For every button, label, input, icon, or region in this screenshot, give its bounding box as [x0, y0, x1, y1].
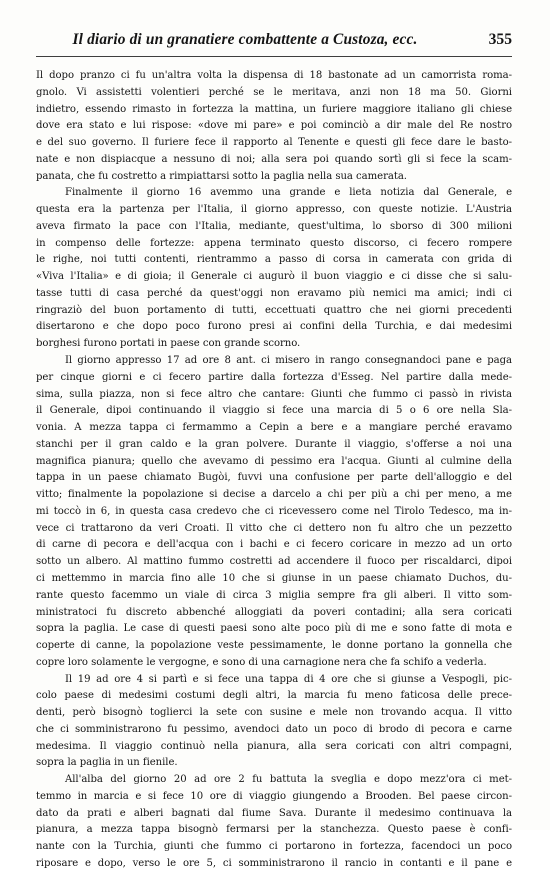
paragraph-first-line: Il giorno appresso 17 ad ore 8 ant. ci misero in rango consegnandoci pane e paga	[65, 355, 512, 367]
paragraph-first-line: Finalmente il giorno 16 avemmo una grande e lieta notizia dal Generale, e	[65, 187, 512, 199]
text-line: sotto un albero. Al mattino fummo costretti ad accendere il fuoco per riscaldarci, dipoi	[36, 556, 512, 568]
running-head	[36, 30, 512, 54]
running-title: Il diario di un granatiere combattente a Custoza, ecc.	[72, 31, 418, 48]
text-line: ci mettemmo in marcia fino alle 10 che si giunse in un paese chiamato Duchos, du-	[36, 572, 512, 584]
text-line: indietro, essendo rimasto in fortezza la mattina, un furiere maggiore italiano gli chiese	[36, 103, 512, 115]
text-line: vitto; finalmente la popolazione si decise a darcelo a chi per più a chi per meno, a me	[36, 489, 512, 501]
text-line: mi toccò in 6, in questa casa credevo che ci ricevessero come nel Tirolo Tedesco, ma in-	[36, 505, 512, 517]
text-line: vonia. A mezza tappa ci fermammo a Cepin a bere e a mangiare perché eravamo	[36, 422, 512, 434]
text-line: medesima. Il viaggio continuò nella pianura, alla sera coricati con altri compagni,	[36, 740, 512, 752]
text-line: e del suo governo. Il furiere fece il rapporto al Tenente e questi gli fece dare le basto-	[36, 137, 512, 149]
text-line: di carne di pecora e dell'acqua con i bachi e ci fecero coricare in mezzo ad un orto	[36, 539, 512, 551]
text-line: nante con la Turchia, giunti che fummo ci portarono in fortezza, facendoci un poco	[36, 841, 512, 853]
text-line: aveva firmato la pace con l'Italia, mediante, quest'ultima, lo sborso di 300 milioni	[36, 220, 512, 232]
paragraph-first-line: All'alba del giorno 20 ad ore 2 fu battuta la sveglia e dopo mezz'ora ci met-	[65, 774, 512, 786]
text-line: magnifica pianura; quello che avevamo di pessimo era l'acqua. Giunti al culmine della	[36, 455, 512, 467]
text-line: copre loro solamente le vergogne, e sono di una carnagione nera che fa schifo a vederla.	[36, 656, 487, 668]
text-line: in compenso delle fortezze: appena terminato questo discorso, ci fecero rompere	[36, 237, 512, 249]
text-line: questa era la partenza per l'Italia, il giorno appresso, con queste notizie. L'Austria	[36, 204, 512, 216]
text-line: pianura, a mezza tappa bisognò fermarsi per la stanchezza. Questo paese è confi-	[36, 824, 512, 836]
text-line: tasse tutti di casa perché da quest'oggi non eravamo più nemici ma amici; indi ci	[36, 287, 512, 299]
text-line: borghesi furono portati in paese con grande scorno.	[36, 338, 301, 350]
text-line: ringraziò del buon portamento di tutti, eccettuati quattro che nei giorni precedenti	[36, 304, 512, 316]
text-line: temmo in marcia e si fece 10 ore di viaggio giungendo a Brooden. Bel paese circon-	[36, 790, 512, 802]
text-line: panata, che fu costretto a rimpiattarsi sotto la paglia nella sua camerata.	[36, 170, 407, 182]
text-line: sopra la paglia in un fienile.	[36, 757, 178, 769]
text-line: gnolo. Vi assistetti volentieri perché se le meritava, anzi non 18 ma 50. Giorni	[36, 86, 512, 98]
text-line: coperte di canne, la popolazione veste pessimamente, le donne portano la gonnella che	[36, 640, 512, 652]
text-line: denti, però bisognò toglierci la sete con susine e mele non trovando acqua. Il vitto	[36, 707, 512, 719]
text-line: dato da prati e alberi bagnati dal fiume Sava. Durante il medesimo continuava la	[36, 807, 512, 819]
text-line: colo paese di medesimi costumi degli altri, la marcia fu meno faticosa delle prece-	[36, 690, 512, 702]
text-line: riposare e dopo, verso le ore 5, ci somministrarono il rancio in contanti e il pane e	[36, 857, 512, 869]
header-rule	[36, 56, 512, 57]
text-line: «Viva l'Italia» e di gioia; il Generale ci augurò il buon viaggio e ci disse che si salu-	[36, 271, 512, 283]
paragraph-first-line: Il 19 ad ore 4 si partì e si fece una tappa di 4 ore che si giunse a Vespogli, pic-	[65, 673, 512, 685]
text-line: sopra la paglia. Le case di questi paesi sono alte poco più di me e sono fatte di mota e	[36, 623, 512, 635]
text-line: vece ci trattarono da veri Croati. Il vitto che ci dettero non fu altro che un pezzetto	[36, 522, 512, 534]
page-number: 355	[488, 31, 512, 48]
text-line: sima, sulla piazza, non si fece altro che cantare: Giunti che fummo ci passò in rivista	[36, 388, 512, 400]
text-line: stanchi per il gran caldo e la gran polvere. Durante il viaggio, s'offerse a noi una	[36, 438, 512, 450]
text-line: dove era stato e lui rispose: «dove mi pare» e poi cominciò a dir male del Re nostro	[36, 120, 512, 132]
diary-text	[36, 68, 512, 873]
text-line: che ci somministrarono fu pessimo, avendoci dato un poco di brodo di pecora e carne	[36, 723, 512, 735]
text-line: disertarono e che dopo poco furono presi ai confini della Turchia, e dai medesimi	[36, 321, 512, 333]
text-line: il Generale, dipoi continuando il viaggio si fece una marcia di 5 o 6 ore nella Sla-	[36, 405, 512, 417]
text-line: nate e non dispiacque a nessuno di noi; alla sera poi quando sortì gli si fece la scam-	[36, 153, 512, 165]
text-line: Il dopo pranzo ci fu un'altra volta la dispensa di 18 bastonate ad un camorrista roma-	[36, 70, 512, 81]
text-line: per cinque giorni e ci fecero partire dalla fortezza d'Esseg. Nel partire dalla mede-	[36, 371, 512, 383]
text-line: tappa in un paese chiamato Bugòi, fuvvi una confusione per parte dell'alloggio e del	[36, 472, 512, 484]
text-line: rante questo facemmo un viale di circa 3 miglia sempre fra gli alberi. Il vitto som-	[36, 589, 512, 601]
text-line: le righe, noi tutti contenti, rientrammo a passo di corsa in camerata con grida di	[36, 254, 512, 266]
text-line: ministratoci fu discreto abbenché alloggiati da poveri contadini; alla sera coricati	[36, 606, 512, 618]
